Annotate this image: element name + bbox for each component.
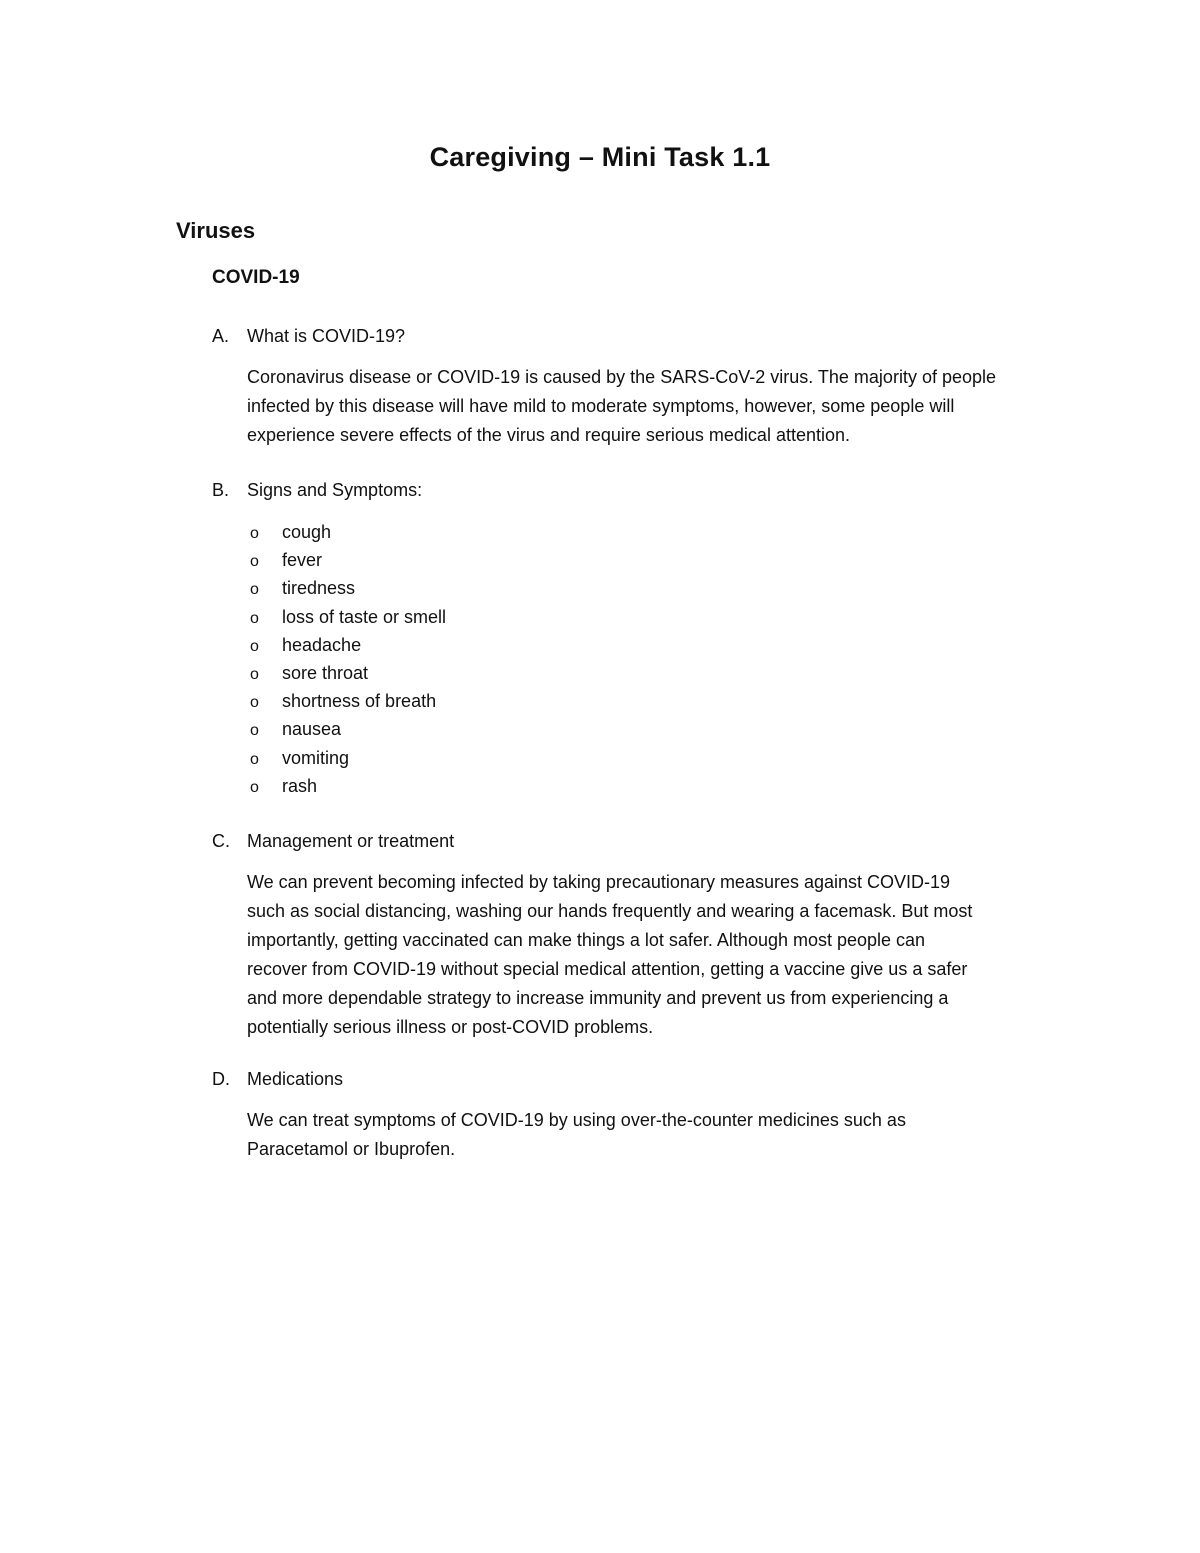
bullet-marker: o xyxy=(250,778,259,796)
bullet-marker: o xyxy=(250,750,259,768)
bullet-marker: o xyxy=(250,722,259,740)
bullet-marker: o xyxy=(250,694,259,712)
bullet-marker: o xyxy=(250,553,259,571)
bullet-marker: o xyxy=(250,525,259,542)
symptom-text: headache xyxy=(282,634,362,655)
list-item xyxy=(250,772,446,800)
section-b-letter: B. xyxy=(212,480,230,500)
paragraph-line: importantly, getting vaccinated can make things a lot safer. Although most people can xyxy=(247,930,926,950)
bullet-marker: o xyxy=(250,581,259,599)
list-item xyxy=(250,687,446,715)
list-item xyxy=(250,574,446,602)
symptom-text: sore throat xyxy=(282,662,369,683)
list-item xyxy=(250,518,446,546)
list-item xyxy=(250,715,446,743)
bullet-marker: o xyxy=(250,637,259,655)
heading-viruses: Viruses xyxy=(176,218,256,243)
section-c-paragraph xyxy=(247,868,1067,1042)
section-d-paragraph xyxy=(247,1106,1067,1164)
paragraph-line: recover from COVID-19 without special medical attention, getting a vaccine give us a safer xyxy=(247,959,968,979)
section-a-title: What is COVID-19? xyxy=(247,326,406,346)
symptoms-list xyxy=(250,518,446,800)
section-d-letter: D. xyxy=(212,1069,230,1089)
list-item xyxy=(250,744,446,772)
list-item xyxy=(250,603,446,631)
symptom-text: rash xyxy=(282,775,318,796)
bullet-marker: o xyxy=(250,609,259,627)
section-c-letter: C. xyxy=(212,831,230,851)
section-c-label xyxy=(212,831,454,852)
paragraph-line: We can treat symptoms of COVID-19 by using over-the-counter medicines such as xyxy=(247,1110,906,1130)
paragraph-line: experience severe effects of the virus and require serious medical attention. xyxy=(247,425,850,445)
bullet-marker: o xyxy=(250,665,259,683)
symptom-text: loss of taste or smell xyxy=(282,606,447,627)
symptom-text: tiredness xyxy=(282,578,356,599)
paragraph-line: potentially serious illness or post-COVID problems. xyxy=(247,1017,654,1037)
list-item xyxy=(250,659,446,687)
symptom-text: fever xyxy=(282,550,323,571)
paragraph-line: Paracetamol or Ibuprofen. xyxy=(247,1139,456,1159)
document-title: Caregiving – Mini Task 1.1 xyxy=(429,142,771,172)
paragraph-line: Coronavirus disease or COVID-19 is caused by the SARS-CoV-2 virus. The majority of people xyxy=(247,367,997,387)
section-a-paragraph xyxy=(247,363,1067,450)
paragraph-line: infected by this disease will have mild to moderate symptoms, however, some people will xyxy=(247,396,955,416)
list-item xyxy=(250,546,446,574)
section-a-label xyxy=(212,326,405,347)
section-d-title: Medications xyxy=(247,1069,344,1089)
paragraph-line: and more dependable strategy to increase immunity and prevent us from experiencing a xyxy=(247,988,949,1008)
symptom-text: shortness of breath xyxy=(282,691,437,712)
symptom-text: nausea xyxy=(282,719,342,740)
section-c-title: Management or treatment xyxy=(247,831,455,851)
symptom-text: cough xyxy=(282,522,332,542)
paragraph-line: We can prevent becoming infected by taking precautionary measures against COVID-19 xyxy=(247,872,951,892)
section-b-label xyxy=(212,480,422,501)
section-b-title: Signs and Symptoms: xyxy=(247,480,423,500)
symptom-text: vomiting xyxy=(282,747,350,768)
section-d-label xyxy=(212,1069,343,1090)
list-item xyxy=(250,631,446,659)
paragraph-line: such as social distancing, washing our hands frequently and wearing a facemask. But most xyxy=(247,901,973,921)
section-a-letter: A. xyxy=(212,326,230,346)
subheading-covid: COVID-19 xyxy=(212,267,300,288)
